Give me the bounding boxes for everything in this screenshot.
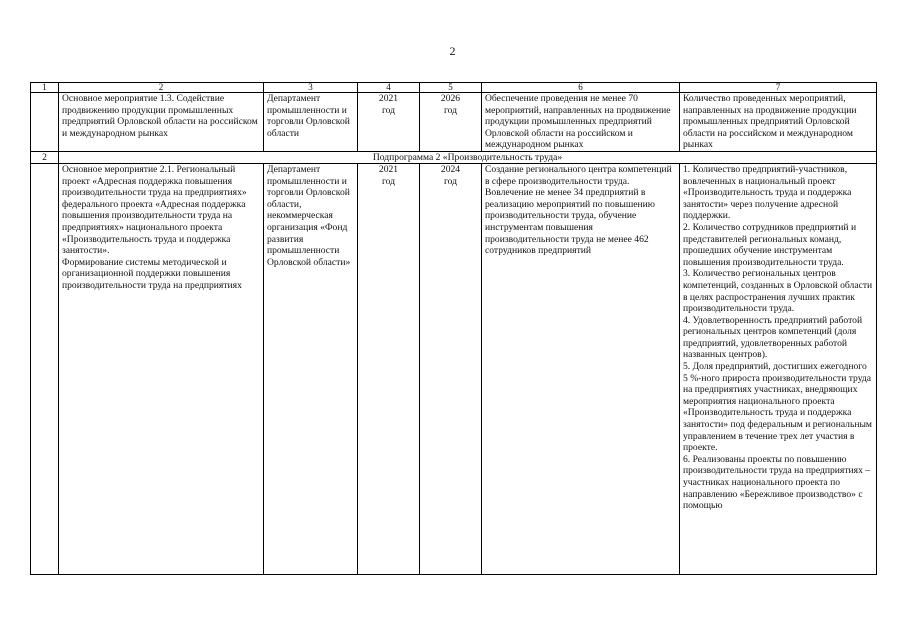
row-number-empty — [31, 163, 59, 574]
program-table — [30, 82, 877, 575]
subprogram-row — [31, 151, 877, 163]
start-year: 2021 год — [358, 163, 420, 574]
col-number-1: 1 — [31, 83, 59, 93]
activity-name: Основное мероприятие 2.1. Региональный проект «Адресная поддержка повышения производительности труда на предприятиях» федерального проекта «Адресная поддержка повышения производительности труда на предприятиях» национального проекта «Производительность труда и поддержка занятости». Формирование системы методической и организационной поддержки повышения производительности труда на предприятиях — [59, 163, 264, 574]
executor: Департамент промышленности и торговли Орловской области, некоммерческая организация «Фонд развития промышленности Орловской области» — [264, 163, 358, 574]
col-number-5: 5 — [420, 83, 482, 93]
subprogram-title: Подпрограмма 2 «Производительность труда» — [59, 151, 877, 163]
col-number-7: 7 — [680, 83, 877, 93]
table-row-activity-1-3 — [31, 93, 877, 152]
page-number: 2 — [449, 44, 456, 58]
col-number-3: 3 — [264, 83, 358, 93]
col-number-6: 6 — [482, 83, 680, 93]
expected-result: Создание регионального центра компетенций в сфере производительности труда. Вовлечение не менее 34 предприятий в реализацию мероприятий по повышению производительности труда, обучение инструментам повышения производительности труда не менее 462 сотрудников предприятий — [482, 163, 680, 574]
row-number — [31, 93, 59, 152]
start-year: 2021 год — [358, 93, 420, 152]
expected-result: Обеспечение проведения не менее 70 мероприятий, направленных на продвижение продукции промышленных предприятий Орловской области на российском и международном рынках — [482, 93, 680, 152]
indicator: Количество проведенных мероприятий, направленных на продвижение продукции промышленных предприятий Орловской области на российском и международном рынках — [680, 93, 877, 152]
end-year: 2026 год — [420, 93, 482, 152]
activity-name: Основное мероприятие 1.3. Содействие продвижению продукции промышленных предприятий Орловской области на российском и международном рынках — [59, 93, 264, 152]
table-row-activity-2-1 — [31, 163, 877, 574]
indicator: 1. Количество предприятий-участников, вовлеченных в национальный проект «Производительность труда и поддержка занятости» через получение адресной поддержки. 2. Количество сотрудников предприятий и представителей региональных команд, прошедших обучение инструментам повышения производительности труда. 3. Количество региональных центров компетенций, созданных в Орловской области в целях распространения лучших практик производительности труда. 4. Удовлетворенность предприятий работой региональных центров компетенций (доля предприятий, удовлетворенных работой названных центров). 5. Доля предприятий, достигших ежегодного 5 %-ного прироста производительности труда на предприятиях участниках, внедряющих мероприятия национального проекта «Производительность труда и поддержка занятости» под федеральным и региональным управлением в течение трех лет участия в проекте. 6. Реализованы проекты по повышению производительности труда на предприятиях – участниках национального проекта по направлению «Бережливое производство» с помощью — [680, 163, 877, 574]
col-number-4: 4 — [358, 83, 420, 93]
column-number-row — [31, 83, 877, 93]
col-number-2: 2 — [59, 83, 264, 93]
executor: Департамент промышленности и торговли Орловской области — [264, 93, 358, 152]
subprogram-number: 2 — [31, 151, 59, 163]
end-year: 2024 год — [420, 163, 482, 574]
